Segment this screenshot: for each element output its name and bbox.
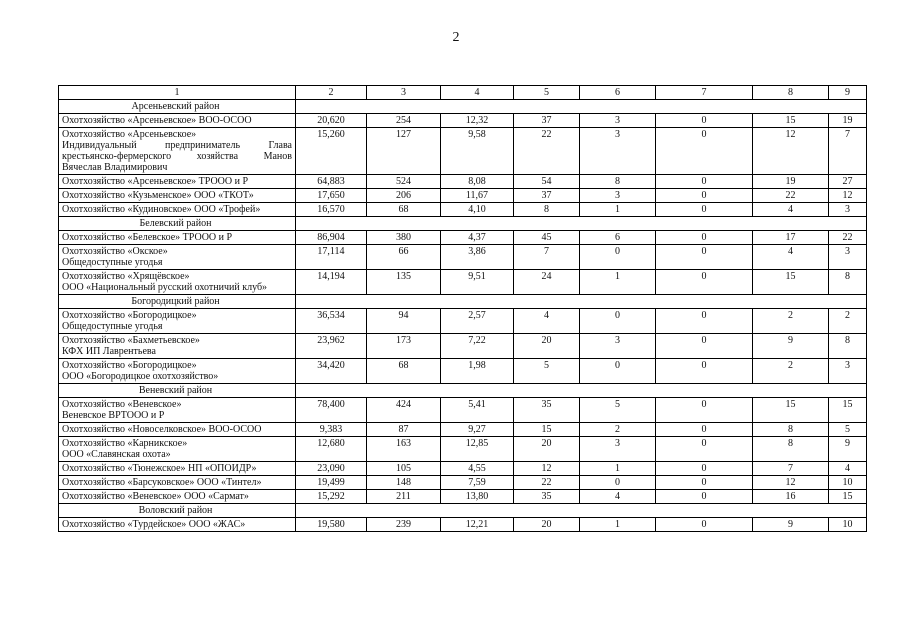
district-name: Веневский район (59, 384, 296, 398)
value-cell-col-6: 4 (580, 490, 656, 504)
name-line: Охотхозяйство «Богородицкое» (62, 310, 197, 321)
value-cell-col-9: 8 (829, 334, 867, 359)
hunting-ground-name (59, 245, 296, 270)
value-cell-col-7: 0 (656, 231, 753, 245)
value-cell-col-5: 7 (514, 245, 580, 270)
value-cell-col-7: 0 (656, 128, 753, 175)
hunting-ground-name (59, 270, 296, 295)
value-cell-col-9: 22 (829, 231, 867, 245)
hunting-grounds-table (58, 85, 867, 532)
value-cell-col-2: 36,534 (296, 309, 367, 334)
value-cell-col-7: 0 (656, 423, 753, 437)
value-cell-col-5: 20 (514, 518, 580, 532)
value-cell-col-3: 148 (367, 476, 441, 490)
value-cell-col-6: 2 (580, 423, 656, 437)
name-line: Охотхозяйство «Окское» (62, 246, 168, 257)
value-cell-col-9: 3 (829, 359, 867, 384)
page-number: 2 (452, 30, 460, 45)
value-cell-col-4: 9,58 (441, 128, 514, 175)
hunting-ground-name (59, 398, 296, 423)
value-cell-col-8: 15 (753, 398, 829, 423)
value-cell-col-4: 8,08 (441, 175, 514, 189)
value-cell-col-7: 0 (656, 189, 753, 203)
name-line: крестьянско-фермерского хозяйства Манов (62, 151, 292, 162)
value-cell-col-7: 0 (656, 114, 753, 128)
value-cell-col-7: 0 (656, 334, 753, 359)
column-header: 4 (441, 86, 514, 100)
table-row (59, 423, 867, 437)
name-line: Охотхозяйство «Арсеньевское» ВОО-ОСОО (62, 115, 252, 126)
value-cell-col-7: 0 (656, 398, 753, 423)
name-line: Вячеслав Владимирович (62, 162, 168, 173)
value-cell-col-2: 19,499 (296, 476, 367, 490)
name-line: ООО «Национальный русский охотничий клуб» (62, 282, 268, 293)
table-row (59, 359, 867, 384)
name-line: Охотхозяйство «Кудиновское» ООО «Трофей» (62, 204, 261, 215)
value-cell-col-5: 54 (514, 175, 580, 189)
name-line: ООО «Богородицкое охотхозяйство» (62, 371, 219, 382)
value-cell-col-4: 4,37 (441, 231, 514, 245)
table-row (59, 518, 867, 532)
district-empty-cell (296, 504, 867, 518)
district-empty-cell (296, 217, 867, 231)
value-cell-col-2: 16,570 (296, 203, 367, 217)
value-cell-col-9: 19 (829, 114, 867, 128)
value-cell-col-7: 0 (656, 476, 753, 490)
name-line: Охотхозяйство «Арсеньевское» ТРООО и Р (62, 176, 249, 187)
table-row (59, 189, 867, 203)
value-cell-col-2: 14,194 (296, 270, 367, 295)
hunting-ground-name (59, 128, 296, 175)
value-cell-col-8: 15 (753, 270, 829, 295)
value-cell-col-6: 1 (580, 462, 656, 476)
name-line: Охотхозяйство «Тюнежское» НП «ОПОИДР» (62, 463, 257, 474)
name-line: Охотхозяйство «Карникское» (62, 438, 188, 449)
table-row (59, 114, 867, 128)
value-cell-col-4: 5,41 (441, 398, 514, 423)
value-cell-col-6: 3 (580, 437, 656, 462)
value-cell-col-3: 87 (367, 423, 441, 437)
value-cell-col-3: 254 (367, 114, 441, 128)
value-cell-col-6: 0 (580, 476, 656, 490)
value-cell-col-9: 8 (829, 270, 867, 295)
value-cell-col-2: 15,260 (296, 128, 367, 175)
value-cell-col-6: 8 (580, 175, 656, 189)
value-cell-col-9: 10 (829, 476, 867, 490)
value-cell-col-9: 3 (829, 203, 867, 217)
value-cell-col-8: 8 (753, 423, 829, 437)
name-line: Охотхозяйство «Веневское» (62, 399, 182, 410)
value-cell-col-4: 9,27 (441, 423, 514, 437)
table-row (59, 490, 867, 504)
value-cell-col-8: 12 (753, 476, 829, 490)
value-cell-col-4: 7,22 (441, 334, 514, 359)
value-cell-col-2: 23,962 (296, 334, 367, 359)
value-cell-col-3: 239 (367, 518, 441, 532)
value-cell-col-5: 20 (514, 334, 580, 359)
value-cell-col-3: 380 (367, 231, 441, 245)
value-cell-col-6: 6 (580, 231, 656, 245)
table-row (59, 334, 867, 359)
name-line: Индивидуальный предприниматель Глава (62, 140, 292, 151)
value-cell-col-9: 9 (829, 437, 867, 462)
value-cell-col-5: 35 (514, 398, 580, 423)
value-cell-col-5: 12 (514, 462, 580, 476)
district-empty-cell (296, 295, 867, 309)
table-row (59, 476, 867, 490)
value-cell-col-2: 86,904 (296, 231, 367, 245)
value-cell-col-7: 0 (656, 462, 753, 476)
value-cell-col-8: 2 (753, 309, 829, 334)
name-line: Охотхозяйство «Турдейское» ООО «ЖАС» (62, 519, 246, 530)
value-cell-col-7: 0 (656, 437, 753, 462)
value-cell-col-6: 1 (580, 518, 656, 532)
value-cell-col-2: 64,883 (296, 175, 367, 189)
district-name: Воловский район (59, 504, 296, 518)
hunting-ground-name (59, 189, 296, 203)
value-cell-col-8: 19 (753, 175, 829, 189)
name-line: Веневское ВРТООО и Р (62, 410, 165, 421)
hunting-ground-name (59, 231, 296, 245)
hunting-ground-name (59, 462, 296, 476)
value-cell-col-2: 19,580 (296, 518, 367, 532)
value-cell-col-4: 4,55 (441, 462, 514, 476)
table-body (59, 100, 867, 532)
value-cell-col-9: 10 (829, 518, 867, 532)
value-cell-col-8: 2 (753, 359, 829, 384)
column-header: 9 (829, 86, 867, 100)
table-row (59, 309, 867, 334)
value-cell-col-8: 17 (753, 231, 829, 245)
district-empty-cell (296, 384, 867, 398)
value-cell-col-4: 12,32 (441, 114, 514, 128)
value-cell-col-9: 2 (829, 309, 867, 334)
district-row (59, 100, 867, 114)
value-cell-col-4: 12,85 (441, 437, 514, 462)
value-cell-col-3: 173 (367, 334, 441, 359)
value-cell-col-4: 2,57 (441, 309, 514, 334)
value-cell-col-6: 1 (580, 203, 656, 217)
value-cell-col-5: 37 (514, 114, 580, 128)
column-header: 3 (367, 86, 441, 100)
column-header: 8 (753, 86, 829, 100)
hunting-ground-name (59, 437, 296, 462)
value-cell-col-6: 3 (580, 114, 656, 128)
value-cell-col-8: 22 (753, 189, 829, 203)
value-cell-col-5: 5 (514, 359, 580, 384)
name-line: Охотхозяйство «Богородицкое» (62, 360, 197, 371)
name-line: Охотхозяйство «Белевское» ТРООО и Р (62, 232, 233, 243)
value-cell-col-3: 127 (367, 128, 441, 175)
value-cell-col-5: 20 (514, 437, 580, 462)
district-row (59, 504, 867, 518)
table-row (59, 437, 867, 462)
value-cell-col-8: 7 (753, 462, 829, 476)
value-cell-col-2: 15,292 (296, 490, 367, 504)
table-row (59, 462, 867, 476)
name-line: Охотхозяйство «Хрящёвское» (62, 271, 190, 282)
value-cell-col-5: 4 (514, 309, 580, 334)
value-cell-col-4: 11,67 (441, 189, 514, 203)
table-row (59, 175, 867, 189)
value-cell-col-9: 27 (829, 175, 867, 189)
value-cell-col-4: 1,98 (441, 359, 514, 384)
value-cell-col-9: 3 (829, 245, 867, 270)
value-cell-col-5: 15 (514, 423, 580, 437)
value-cell-col-4: 12,21 (441, 518, 514, 532)
value-cell-col-2: 17,114 (296, 245, 367, 270)
value-cell-col-2: 20,620 (296, 114, 367, 128)
value-cell-col-7: 0 (656, 359, 753, 384)
hunting-ground-name (59, 490, 296, 504)
value-cell-col-9: 15 (829, 490, 867, 504)
value-cell-col-8: 4 (753, 245, 829, 270)
hunting-ground-name (59, 309, 296, 334)
value-cell-col-2: 78,400 (296, 398, 367, 423)
value-cell-col-6: 3 (580, 334, 656, 359)
value-cell-col-8: 8 (753, 437, 829, 462)
hunting-ground-name (59, 203, 296, 217)
hunting-ground-name (59, 114, 296, 128)
table-row (59, 270, 867, 295)
value-cell-col-9: 4 (829, 462, 867, 476)
value-cell-col-2: 23,090 (296, 462, 367, 476)
value-cell-col-7: 0 (656, 270, 753, 295)
value-cell-col-4: 4,10 (441, 203, 514, 217)
hunting-ground-name (59, 476, 296, 490)
value-cell-col-9: 7 (829, 128, 867, 175)
value-cell-col-2: 34,420 (296, 359, 367, 384)
district-empty-cell (296, 100, 867, 114)
value-cell-col-5: 22 (514, 128, 580, 175)
name-line: Охотхозяйство «Кузьменское» ООО «ТКОТ» (62, 190, 254, 201)
value-cell-col-9: 5 (829, 423, 867, 437)
value-cell-col-6: 5 (580, 398, 656, 423)
value-cell-col-5: 24 (514, 270, 580, 295)
name-line: Охотхозяйство «Барсуковское» ООО «Тинтел» (62, 477, 262, 488)
value-cell-col-6: 0 (580, 245, 656, 270)
value-cell-col-6: 0 (580, 359, 656, 384)
value-cell-col-7: 0 (656, 245, 753, 270)
district-name: Арсеньевский район (59, 100, 296, 114)
value-cell-col-9: 12 (829, 189, 867, 203)
value-cell-col-3: 105 (367, 462, 441, 476)
value-cell-col-2: 12,680 (296, 437, 367, 462)
table-row (59, 245, 867, 270)
hunting-ground-name (59, 359, 296, 384)
value-cell-col-5: 8 (514, 203, 580, 217)
value-cell-col-8: 9 (753, 334, 829, 359)
value-cell-col-2: 9,383 (296, 423, 367, 437)
hunting-ground-name (59, 334, 296, 359)
name-line: КФХ ИП Лаврентьева (62, 346, 156, 357)
value-cell-col-6: 0 (580, 309, 656, 334)
hunting-ground-name (59, 423, 296, 437)
value-cell-col-6: 3 (580, 189, 656, 203)
hunting-ground-name (59, 518, 296, 532)
value-cell-col-4: 3,86 (441, 245, 514, 270)
name-line: Охотхозяйство «Веневское» ООО «Сармат» (62, 491, 249, 502)
column-header: 2 (296, 86, 367, 100)
value-cell-col-9: 15 (829, 398, 867, 423)
value-cell-col-7: 0 (656, 175, 753, 189)
value-cell-col-8: 4 (753, 203, 829, 217)
table-row (59, 128, 867, 175)
value-cell-col-6: 3 (580, 128, 656, 175)
value-cell-col-4: 7,59 (441, 476, 514, 490)
table-row (59, 203, 867, 217)
value-cell-col-3: 94 (367, 309, 441, 334)
value-cell-col-3: 163 (367, 437, 441, 462)
value-cell-col-3: 211 (367, 490, 441, 504)
table-row (59, 398, 867, 423)
value-cell-col-4: 13,80 (441, 490, 514, 504)
value-cell-col-3: 135 (367, 270, 441, 295)
name-line: Охотхозяйство «Бахметьевское» (62, 335, 200, 346)
value-cell-col-4: 9,51 (441, 270, 514, 295)
table-row (59, 231, 867, 245)
value-cell-col-3: 206 (367, 189, 441, 203)
value-cell-col-8: 9 (753, 518, 829, 532)
column-header: 5 (514, 86, 580, 100)
name-line: Общедоступные угодья (62, 257, 163, 268)
value-cell-col-5: 35 (514, 490, 580, 504)
name-line: Общедоступные угодья (62, 321, 163, 332)
value-cell-col-8: 16 (753, 490, 829, 504)
name-line: ООО «Славянская охота» (62, 449, 171, 460)
district-name: Богородицкий район (59, 295, 296, 309)
value-cell-col-3: 524 (367, 175, 441, 189)
name-line: Охотхозяйство «Новоселковское» ВОО-ОСОО (62, 424, 262, 435)
value-cell-col-3: 68 (367, 203, 441, 217)
value-cell-col-5: 37 (514, 189, 580, 203)
column-header: 6 (580, 86, 656, 100)
column-number-row (59, 86, 867, 100)
value-cell-col-7: 0 (656, 490, 753, 504)
value-cell-col-3: 424 (367, 398, 441, 423)
column-header: 1 (59, 86, 296, 100)
value-cell-col-7: 0 (656, 518, 753, 532)
value-cell-col-7: 0 (656, 203, 753, 217)
name-line: Охотхозяйство «Арсеньевское» (62, 129, 197, 140)
value-cell-col-6: 1 (580, 270, 656, 295)
column-header: 7 (656, 86, 753, 100)
district-row (59, 295, 867, 309)
value-cell-col-5: 45 (514, 231, 580, 245)
district-row (59, 217, 867, 231)
value-cell-col-5: 22 (514, 476, 580, 490)
district-name: Белевский район (59, 217, 296, 231)
value-cell-col-8: 15 (753, 114, 829, 128)
value-cell-col-8: 12 (753, 128, 829, 175)
value-cell-col-2: 17,650 (296, 189, 367, 203)
value-cell-col-3: 68 (367, 359, 441, 384)
value-cell-col-7: 0 (656, 309, 753, 334)
hunting-ground-name (59, 175, 296, 189)
district-row (59, 384, 867, 398)
value-cell-col-3: 66 (367, 245, 441, 270)
